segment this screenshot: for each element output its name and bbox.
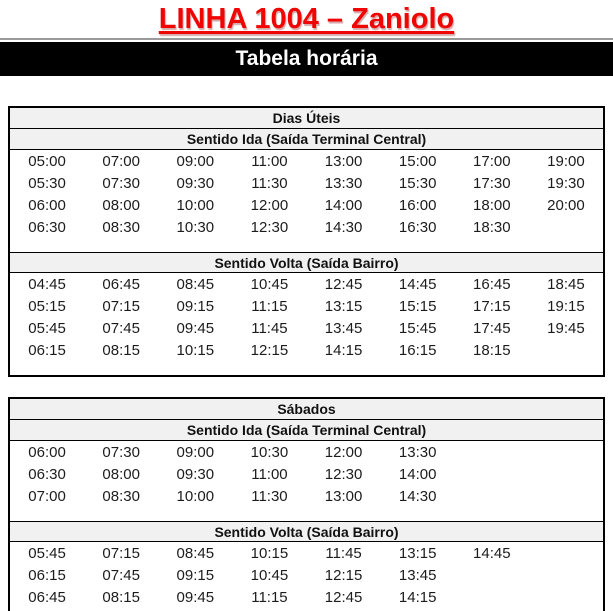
time-cell: 08:00 bbox=[102, 466, 140, 483]
time-cell bbox=[455, 464, 529, 486]
time-cell: 16:15 bbox=[398, 342, 437, 359]
table-row bbox=[10, 464, 603, 486]
time-cell: 11:00 bbox=[251, 153, 288, 170]
section-header: Sentido Ida (Saída Terminal Central) bbox=[10, 420, 603, 441]
time-cell: 17:30 bbox=[473, 175, 511, 192]
time-cell bbox=[529, 587, 603, 609]
table-row bbox=[10, 274, 603, 296]
time-cell: 09:15 bbox=[176, 567, 215, 584]
time-cell: 13:15 bbox=[324, 298, 363, 315]
time-cell: 09:45 bbox=[176, 320, 215, 337]
time-cell: 17:15 bbox=[473, 298, 511, 315]
time-cell: 11:45 bbox=[325, 545, 362, 562]
time-cell: 10:15 bbox=[176, 342, 215, 359]
time-cell: 05:45 bbox=[28, 545, 66, 562]
time-cell: 20:00 bbox=[547, 197, 585, 214]
time-cell bbox=[455, 442, 529, 464]
table-row bbox=[10, 173, 603, 195]
time-cell: 08:15 bbox=[102, 589, 140, 606]
time-cell: 18:45 bbox=[547, 276, 585, 293]
table-row bbox=[10, 151, 603, 173]
time-cell: 13:30 bbox=[398, 444, 437, 461]
time-cell: 14:45 bbox=[398, 276, 437, 293]
time-cell: 07:15 bbox=[102, 545, 140, 562]
table-row bbox=[10, 195, 603, 217]
time-cell: 16:00 bbox=[398, 197, 437, 214]
time-cell: 06:00 bbox=[28, 197, 66, 214]
time-cell bbox=[529, 340, 603, 362]
time-cell: 07:15 bbox=[102, 298, 140, 315]
time-cell: 07:45 bbox=[102, 320, 140, 337]
time-cell: 07:30 bbox=[102, 175, 140, 192]
time-rows bbox=[10, 150, 603, 252]
table-row bbox=[10, 340, 603, 362]
time-cell: 09:30 bbox=[176, 466, 215, 483]
time-cell: 19:30 bbox=[547, 175, 585, 192]
time-cell: 17:45 bbox=[473, 320, 511, 337]
time-cell: 06:00 bbox=[28, 444, 66, 461]
time-cell: 12:30 bbox=[250, 219, 289, 236]
direction-section bbox=[10, 129, 603, 252]
time-cell: 14:45 bbox=[473, 545, 511, 562]
time-cell: 19:45 bbox=[547, 320, 585, 337]
subtitle-bar: Tabela horária bbox=[0, 42, 613, 76]
time-cell: 10:30 bbox=[176, 219, 215, 236]
time-cell: 07:30 bbox=[102, 444, 140, 461]
time-cell: 14:30 bbox=[398, 488, 437, 505]
time-cell: 06:15 bbox=[28, 342, 66, 359]
time-cell: 09:15 bbox=[176, 298, 215, 315]
time-cell: 13:45 bbox=[324, 320, 363, 337]
time-cell: 09:00 bbox=[176, 444, 215, 461]
time-rows bbox=[10, 542, 603, 611]
time-cell bbox=[529, 217, 603, 239]
time-cell: 08:30 bbox=[102, 488, 140, 505]
time-cell: 11:15 bbox=[251, 298, 288, 315]
time-cell: 10:45 bbox=[250, 567, 289, 584]
page-title: LINHA 1004 – Zaniolo bbox=[158, 3, 455, 35]
time-cell: 14:15 bbox=[324, 342, 363, 359]
section-header: Sentido Ida (Saída Terminal Central) bbox=[10, 129, 603, 150]
day-header: Sábados bbox=[10, 399, 603, 420]
direction-section bbox=[10, 420, 603, 521]
time-cell: 11:30 bbox=[251, 488, 288, 505]
time-cell: 08:00 bbox=[102, 197, 140, 214]
time-cell: 04:45 bbox=[28, 276, 66, 293]
time-cell: 10:00 bbox=[176, 488, 215, 505]
time-cell: 10:30 bbox=[250, 444, 289, 461]
table-row bbox=[10, 296, 603, 318]
time-cell: 12:00 bbox=[324, 444, 363, 461]
time-cell: 11:30 bbox=[251, 175, 288, 192]
time-cell bbox=[529, 565, 603, 587]
time-cell bbox=[455, 565, 529, 587]
time-cell: 08:15 bbox=[102, 342, 140, 359]
time-cell: 16:45 bbox=[473, 276, 511, 293]
time-cell: 14:00 bbox=[324, 197, 363, 214]
time-cell: 15:45 bbox=[398, 320, 437, 337]
time-cell: 13:45 bbox=[398, 567, 437, 584]
time-cell: 05:30 bbox=[28, 175, 66, 192]
time-cell: 14:00 bbox=[398, 466, 437, 483]
time-cell: 06:45 bbox=[102, 276, 140, 293]
table-row bbox=[10, 442, 603, 464]
time-cell: 13:15 bbox=[398, 545, 437, 562]
time-cell: 15:00 bbox=[398, 153, 437, 170]
time-rows bbox=[10, 441, 603, 521]
time-cell: 15:30 bbox=[398, 175, 437, 192]
table-sections bbox=[10, 420, 603, 611]
time-cell bbox=[529, 464, 603, 486]
table-row bbox=[10, 318, 603, 340]
table-row bbox=[10, 587, 603, 609]
time-cell: 13:00 bbox=[324, 153, 363, 170]
time-cell: 12:30 bbox=[324, 466, 363, 483]
time-cell: 17:00 bbox=[473, 153, 511, 170]
time-cell: 05:00 bbox=[28, 153, 66, 170]
time-cell bbox=[529, 442, 603, 464]
time-cell: 06:15 bbox=[28, 567, 66, 584]
time-cell: 14:30 bbox=[324, 219, 363, 236]
time-cell: 06:30 bbox=[28, 466, 66, 483]
time-cell bbox=[455, 486, 529, 508]
direction-section bbox=[10, 252, 603, 375]
separator-line bbox=[0, 38, 613, 40]
time-cell: 13:30 bbox=[324, 175, 363, 192]
direction-section bbox=[10, 521, 603, 611]
timetable-weekdays bbox=[8, 106, 605, 377]
time-cell: 05:15 bbox=[28, 298, 66, 315]
time-cell bbox=[529, 486, 603, 508]
time-cell: 19:15 bbox=[547, 298, 585, 315]
table-row bbox=[10, 217, 603, 239]
time-cell: 11:00 bbox=[251, 466, 288, 483]
time-cell: 18:00 bbox=[473, 197, 511, 214]
timetable-saturdays bbox=[8, 397, 605, 611]
time-cell: 10:00 bbox=[176, 197, 215, 214]
time-cell: 08:30 bbox=[102, 219, 140, 236]
time-cell: 07:45 bbox=[102, 567, 140, 584]
time-cell: 12:45 bbox=[324, 589, 363, 606]
time-cell: 11:45 bbox=[251, 320, 288, 337]
time-cell: 09:00 bbox=[176, 153, 215, 170]
time-cell bbox=[455, 587, 529, 609]
time-cell: 12:15 bbox=[250, 342, 289, 359]
time-cell: 08:45 bbox=[176, 545, 215, 562]
table-row bbox=[10, 486, 603, 508]
time-cell: 18:30 bbox=[473, 219, 511, 236]
day-header: Dias Úteis bbox=[10, 108, 603, 129]
timetable-page bbox=[0, 1, 613, 611]
time-cell: 07:00 bbox=[102, 153, 140, 170]
time-cell: 12:00 bbox=[250, 197, 289, 214]
time-cell: 06:30 bbox=[28, 219, 66, 236]
section-header: Sentido Volta (Saída Bairro) bbox=[10, 521, 603, 542]
time-cell: 16:30 bbox=[398, 219, 437, 236]
section-header: Sentido Volta (Saída Bairro) bbox=[10, 252, 603, 273]
time-cell bbox=[529, 543, 603, 565]
table-row bbox=[10, 565, 603, 587]
time-cell: 09:30 bbox=[176, 175, 215, 192]
time-cell: 10:45 bbox=[250, 276, 289, 293]
time-cell: 08:45 bbox=[176, 276, 215, 293]
table-sections bbox=[10, 129, 603, 375]
time-cell: 13:00 bbox=[324, 488, 363, 505]
time-cell: 12:45 bbox=[324, 276, 363, 293]
time-cell: 07:00 bbox=[28, 488, 66, 505]
time-cell: 05:45 bbox=[28, 320, 66, 337]
time-cell: 10:15 bbox=[250, 545, 289, 562]
time-cell: 15:15 bbox=[398, 298, 437, 315]
time-cell: 09:45 bbox=[176, 589, 215, 606]
time-cell: 18:15 bbox=[473, 342, 511, 359]
time-rows bbox=[10, 273, 603, 375]
table-row bbox=[10, 543, 603, 565]
time-cell: 11:15 bbox=[251, 589, 288, 606]
time-cell: 06:45 bbox=[28, 589, 66, 606]
time-cell: 14:15 bbox=[398, 589, 437, 606]
time-cell: 12:15 bbox=[324, 567, 363, 584]
time-cell: 19:00 bbox=[547, 153, 585, 170]
